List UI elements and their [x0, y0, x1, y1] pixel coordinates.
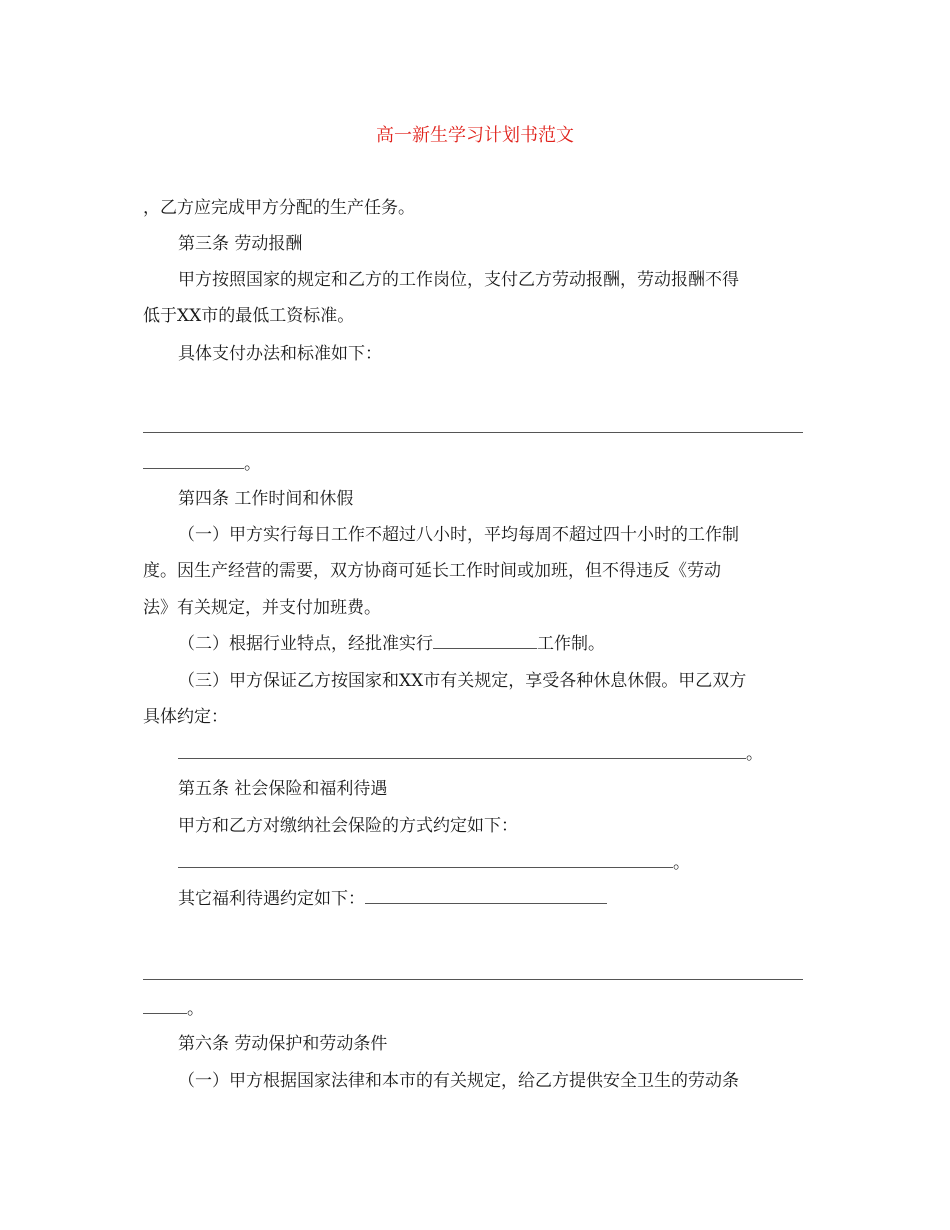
fill-in-row — [143, 997, 204, 1021]
section-heading-3: 第三条 劳动报酬 — [178, 234, 303, 254]
text-line: 甲方按照国家的规定和乙方的工作岗位，支付乙方劳动报酬，劳动报酬不得 — [178, 270, 739, 290]
text-line: 具体约定： — [143, 707, 228, 727]
text-line: 低于XX市的最低工资标准。 — [143, 306, 355, 326]
fill-in-row — [178, 851, 690, 875]
text-line — [178, 632, 605, 656]
text-line: （一）甲方根据国家法律和本市的有关规定，给乙方提供安全卫生的劳动条 — [178, 1071, 739, 1091]
line-end-mark: 。 — [673, 853, 690, 873]
text-line: 具体支付办法和标准如下： — [178, 344, 382, 364]
text-segment: 工作制。 — [537, 634, 605, 654]
text-line — [178, 887, 607, 911]
line-end-mark: 。 — [746, 744, 763, 764]
text-line: 度。因生产经营的需要，双方协商可延长工作时间或加班，但不得违反《劳动 — [143, 561, 721, 581]
fill-in-blank — [143, 999, 187, 1014]
fill-in-line — [143, 979, 803, 980]
section-heading-5: 第五条 社会保险和福利待遇 — [178, 779, 388, 799]
fill-in-blank — [433, 634, 537, 649]
section-heading-4: 第四条 工作时间和休假 — [178, 489, 354, 509]
text-line: 甲方和乙方对缴纳社会保险的方式约定如下： — [178, 816, 518, 836]
fill-in-blank — [178, 853, 673, 868]
text-line: ，乙方应完成甲方分配的生产任务。 — [143, 198, 415, 218]
line-end-mark: 。 — [244, 454, 261, 474]
text-segment: 其它福利待遇约定如下： — [178, 889, 365, 909]
text-segment: （二）根据行业特点，经批准实行 — [178, 634, 433, 654]
text-line: （三）甲方保证乙方按国家和XX市有关规定，享受各种休息休假。甲乙双方 — [178, 671, 747, 691]
text-line: 法》有关规定，并支付加班费。 — [143, 598, 381, 618]
fill-in-blank — [178, 744, 746, 759]
document-title: 高一新生学习计划书范文 — [376, 125, 574, 146]
fill-in-blank — [365, 889, 607, 904]
text-line: （一）甲方实行每日工作不超过八小时，平均每周不超过四十小时的工作制 — [178, 525, 739, 545]
section-heading-6: 第六条 劳动保护和劳动条件 — [178, 1034, 388, 1054]
fill-in-row — [143, 452, 261, 476]
fill-in-row — [178, 742, 763, 766]
line-end-mark: 。 — [187, 999, 204, 1019]
fill-in-line — [143, 432, 803, 433]
fill-in-blank — [143, 454, 244, 469]
